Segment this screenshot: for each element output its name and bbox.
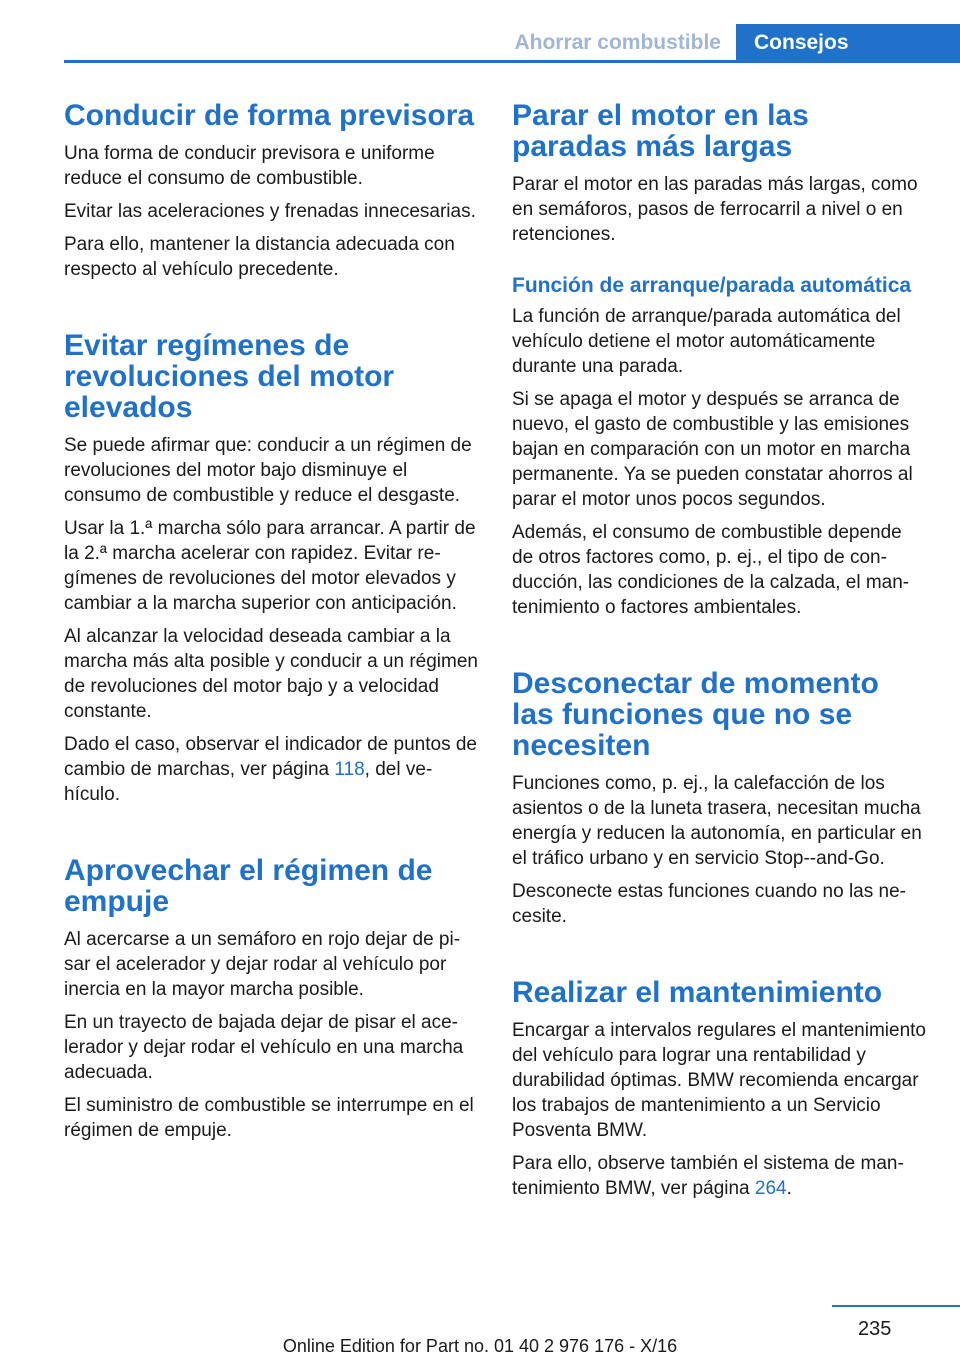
paragraph bbox=[64, 732, 478, 807]
paragraph: En un trayecto de bajada dejar de pisar el acelerador y dejar rodar el vehículo en una marcha adecuada. bbox=[64, 1012, 464, 1083]
paragraph-text: . bbox=[786, 1178, 792, 1199]
section-parar-motor bbox=[512, 100, 926, 620]
right-column bbox=[512, 100, 926, 1209]
page-reference-link[interactable]: 264 bbox=[754, 1178, 787, 1199]
section-title: Evitar regímenes de revoluciones del motor elevados bbox=[64, 329, 395, 424]
section-title: Aprovechar el régimen de empuje bbox=[64, 854, 433, 918]
section-desconectar-funciones bbox=[512, 668, 926, 929]
header-section-label: Ahorrar combustible bbox=[514, 31, 721, 54]
paragraph: Parar el motor en las paradas más largas, como en semáforos, pasos de ferrocarril a nivel o en retenciones. bbox=[512, 174, 918, 245]
header-chapter-tab: Consejos bbox=[736, 24, 960, 62]
paragraph: Al alcanzar la velocidad deseada cambiar a la marcha más alta posible y conducir a un régimen de revoluciones del motor bajo y a velocidad constante. bbox=[64, 626, 478, 722]
header-rule bbox=[64, 60, 960, 63]
page-number: 235 bbox=[858, 1318, 892, 1340]
paragraph: Encargar a intervalos regulares el mantenimiento del vehículo para lograr una rentabilidad y durabilidad óptimas. BMW recomienda encargar los trabajos de mantenimiento a un Servicio Posventa BMW. bbox=[512, 1020, 926, 1141]
section-title: Desconectar de momento las funciones que no se necesiten bbox=[512, 667, 879, 762]
paragraph: Si se apaga el motor y después se arranca de nuevo, el gasto de combustible y las emisiones bajan en comparación con un motor en marcha permanente. Ya se pueden constatar ahorros al parar el motor unos pocos segundos. bbox=[512, 389, 913, 510]
page-header bbox=[0, 0, 960, 62]
paragraph bbox=[512, 1151, 926, 1201]
footer-rule bbox=[832, 1305, 960, 1307]
section-conducir-previsora bbox=[64, 100, 478, 282]
paragraph: Se puede afirmar que: conducir a un régimen de revoluciones del motor bajo disminuye el consumo de combustible y reduce el desgaste. bbox=[64, 435, 472, 506]
section-evitar-regimenes bbox=[64, 330, 478, 807]
paragraph-text: Para ello, observe también el sistema de mantenimiento BMW, ver página bbox=[512, 1153, 904, 1199]
paragraph-text: Dado el caso, observar el indicador de puntos de cambio de marchas, ver página bbox=[64, 734, 477, 780]
section-title: Conducir de forma previsora bbox=[64, 99, 475, 132]
paragraph: Además, el consumo de combustible depende de otros factores como, p. ej., el tipo de conducción, las condiciones de la calzada, el mantenimiento o factores ambientales. bbox=[512, 522, 910, 618]
left-column bbox=[64, 100, 478, 1151]
paragraph: Una forma de conducir previsora e uniforme reduce el consumo de combustible. bbox=[64, 143, 435, 189]
paragraph: Para ello, mantener la distancia adecuada con respecto al vehículo precedente. bbox=[64, 234, 455, 280]
section-title: Realizar el mantenimiento bbox=[512, 976, 883, 1009]
paragraph: La función de arranque/parada automática del vehículo detiene el motor automáticamente durante una parada. bbox=[512, 306, 901, 377]
subsection-title: Función de arranque/parada automática bbox=[512, 274, 912, 297]
section-regimen-empuje bbox=[64, 855, 478, 1143]
paragraph: Funciones como, p. ej., la calefacción de los asientos o de la luneta trasera, necesitan mucha energía y reducen la autonomía, en particular en el tráfico urbano y en servicio Stop--and-Go. bbox=[512, 773, 922, 869]
footer-edition-note: Online Edition for Part no. 01 40 2 976 176 - X/16 bbox=[282, 1336, 678, 1356]
paragraph-text: , del vehículo. bbox=[64, 759, 433, 805]
section-mantenimiento bbox=[512, 977, 926, 1201]
paragraph: Evitar las aceleraciones y frenadas innecesarias. bbox=[64, 201, 476, 222]
paragraph: Desconecte estas funciones cuando no las necesite. bbox=[512, 881, 906, 927]
paragraph: El suministro de combustible se interrumpe en el régimen de empuje. bbox=[64, 1095, 474, 1141]
paragraph: Usar la 1.ª marcha sólo para arrancar. A partir de la 2.ª marcha acelerar con rapidez. Evitar regímenes de revoluciones del motor elevados y cambiar a la marcha superior con anticipación. bbox=[64, 518, 476, 614]
section-title: Parar el motor en las paradas más largas bbox=[512, 99, 809, 163]
paragraph: Al acercarse a un semáforo en rojo dejar de pisar el acelerador y dejar rodar al vehículo por inercia en la mayor marcha posible. bbox=[64, 929, 461, 1000]
page-reference-link[interactable]: 118 bbox=[334, 759, 365, 780]
